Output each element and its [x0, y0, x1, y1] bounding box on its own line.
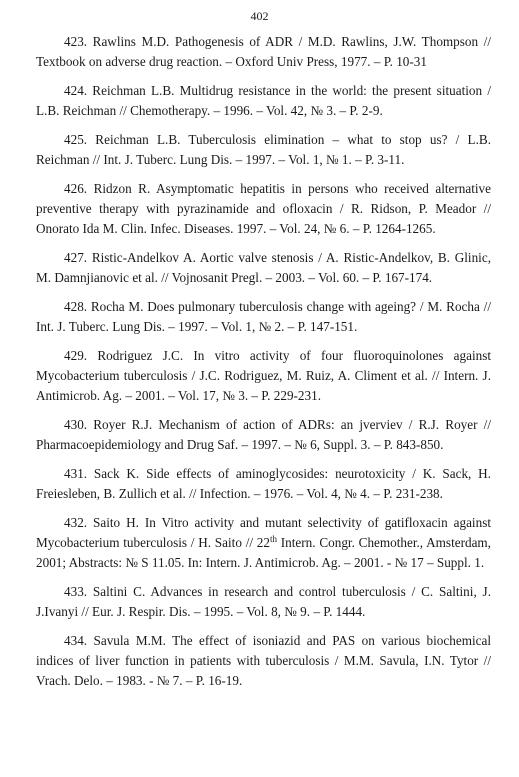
reference-item-427: 427. Ristic-Andelkov A. Aortic valve stenosis / A. Ristic-Andelkov, B. Glinic, M. Damnjianovic et al. // Vojnosanit Pregl. – 2003. – Vol. 60. – P. 167-174.: [36, 250, 491, 285]
reference-432-text-start: 432. Saito H. In Vitro activity and mutant selectivity of gatifloxacin against Mycobacterium tuberculosis / H. Saito // 22: [36, 515, 491, 550]
reference-item-434: 434. Savula M.M. The effect of isoniazid and PAS on various biochemical indices of liver function in patients with tuberculosis / M.M. Savula, I.N. Tytor // Vrach. Delo. – 1983. - № 7. – P. 16-19.: [36, 633, 491, 688]
reference-item-429: 429. Rodriguez J.C. In vitro activity of four fluoroquinolones against Mycobacterium tuberculosis / J.C. Rodriguez, M. Ruiz, A. Climent et al. // Intern. J. Antimicrob. Ag. – 2001. – Vol. 17, № 3. – P. 229-231.: [36, 348, 491, 403]
ordinal-superscript: th: [269, 534, 277, 544]
reference-list: [36, 32, 491, 700]
reference-item-431: 431. Sack K. Side effects of aminoglycosides: neurotoxicity / K. Sack, H. Freiesleben, B. Zullich et al. // Infection. – 1976. – Vol. 4, № 4. – P. 231-238.: [36, 466, 491, 501]
reference-item-430: 430. Royer R.J. Mechanism of action of ADRs: an jverviev / R.J. Royer // Pharmacoepidemiology and Drug Saf. – 1997. – № 6, Suppl. 3. – P. 843-850.: [36, 417, 491, 452]
reference-item-433: 433. Saltini C. Advances in research and control tuberculosis / C. Saltini, J. J.Ivanyi // Eur. J. Respir. Dis. – 1995. – Vol. 8, № 9. – P. 1444.: [36, 584, 491, 619]
reference-item-432: [36, 513, 491, 573]
reference-item-426: 426. Ridzon R. Asymptomatic hepatitis in persons who received alternative preventive therapy with pyrazinamide and ofloxacin / R. Ridson, P. Meador // Onorato Ida M. Clin. Infec. Diseases. 1997. – Vol. 24, № 6. – P. 1264-1265.: [36, 181, 491, 236]
page-number: 402: [250, 9, 269, 23]
reference-item-428: 428. Rocha M. Does pulmonary tuberculosis change with ageing? / M. Rocha // Int. J. Tuberc. Lung Dis. – 1997. – Vol. 1, № 2. – P. 147-151.: [36, 299, 491, 334]
reference-item-425: 425. Reichman L.B. Tuberculosis elimination – what to stop us? / L.B. Reichman // Int. J. Tuberc. Lung Dis. – 1997. – Vol. 1, № 1. – P. 3-11.: [36, 132, 491, 167]
reference-item-423: 423. Rawlins M.D. Pathogenesis of ADR / M.D. Rawlins, J.W. Thompson // Textbook on adverse drug reaction. – Oxford Univ Press, 1977. – P. 10-31: [36, 34, 491, 69]
reference-432-text-end: Intern. Congr. Chemother., Amsterdam, 2001; Abstracts: № S 11.05. In: Intern. J. Antimicrob. Ag. – 2001. - № 17 – Suppl. 1.: [36, 535, 491, 570]
reference-item-424: 424. Reichman L.B. Multidrug resistance in the world: the present situation / L.B. Reichman // Chemotherapy. – 1996. – Vol. 42, № 3. – P. 2-9.: [36, 83, 491, 118]
